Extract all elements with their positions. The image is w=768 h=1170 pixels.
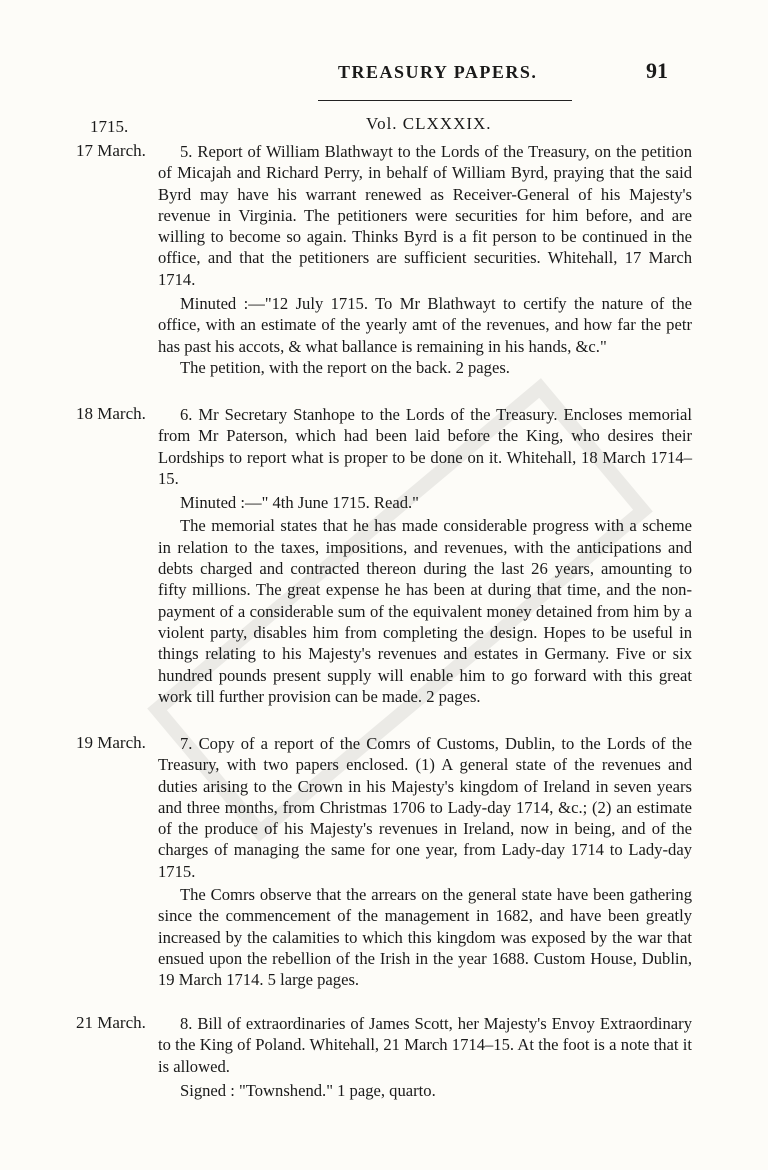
volume-label: Vol. CLXXXIX. bbox=[366, 114, 492, 133]
entry-date: 17 March. bbox=[76, 141, 146, 160]
signed-note: Signed : "Townshend." 1 page, quarto. bbox=[180, 1080, 436, 1100]
entry-date: 18 March. bbox=[76, 404, 146, 423]
entry-paragraph: 8. Bill of extraordinaries of James Scott, her Majesty's Envoy Extraordinary to the King of Poland. Whitehall, 21 March 1714–15. At the foot is a note that it is allowed. bbox=[158, 1014, 692, 1076]
running-head: TREASURY PAPERS. bbox=[338, 62, 538, 82]
minuted-note: Minuted :—" 4th June 1715. Read." bbox=[180, 493, 419, 513]
header-rule bbox=[318, 100, 572, 101]
entry-paragraph: 6. Mr Secretary Stanhope to the Lords of the Treasury. Encloses memorial from Mr Paterson, which had been laid before the King, who desires their Lordships to report what is proper to be done on it. Whitehall, 18 March 1714–15. bbox=[158, 405, 692, 488]
entry-date: 19 March. bbox=[76, 733, 146, 752]
entry-paragraph: 7. Copy of a report of the Comrs of Customs, Dublin, to the Lords of the Treasury, with two papers enclosed. (1) A general state of the revenues and duties arising to the Crown in his Majesty's kingdom of Ireland in seven years and three months, from Christmas 1706 to Lady-day 1714, &c.; (2) an estimate of the produce of his Majesty's revenues in Ireland, now in being, and of the charges of managing the same for one year, from Lady-day 1714 to Lady-day 1715. bbox=[158, 734, 692, 881]
entry-paragraph: The memorial states that he has made considerable progress with a scheme in relation to the taxes, impositions, and revenues, with the anticipations and debts charged and contracted thereon during the last 26 years, amounting to fifty millions. The great expense he has been at during that time, and the non-payment of a considerable sum of the equivalent money detained from him by a violent party, disables him from completing the design. Hopes to be useful in things relating to his Majesty's revenues and estates in Germany. Five or six hundred pounds present supply will enable him to go forward with this great work till further provision can be made. 2 pages. bbox=[158, 516, 692, 706]
entry-date: 21 March. bbox=[76, 1013, 146, 1032]
entry-paragraph: The Comrs observe that the arrears on the general state have been gathering since the commencement of the management in 1682, and have been greatly increased by the calamities to which this kingdom was exposed by the war that ensued upon the rebellion of the Irish in the year 1688. Custom House, Dublin, 19 March 1714. 5 large pages. bbox=[158, 885, 692, 990]
minuted-note: Minuted :—"12 July 1715. To Mr Blathwayt to certify the nature of the office, with an estimate of the yearly amt of the revenues, and how far the petr has past his accots, & what ballance is remaining in his hands, &c." bbox=[158, 294, 692, 356]
entry-body bbox=[158, 1013, 692, 1101]
entry-paragraph: 5. Report of William Blathwayt to the Lords of the Treasury, on the petition of Micajah and Richard Perry, in behalf of William Byrd, praying that the said Byrd may have his warrant renewed as Receiver-General of his Majesty's revenue in Virginia. The petitioners were securities for him before, and are willing to become so again. Thinks Byrd is a fit person to be continued in the office, and that the petitioners are sufficient securities. Whitehall, 17 March 1714. bbox=[158, 142, 692, 289]
entry-paragraph: The petition, with the report on the back. 2 pages. bbox=[180, 357, 510, 377]
page-number: 91 bbox=[646, 58, 668, 83]
entry-body bbox=[158, 141, 692, 378]
entry-body bbox=[158, 733, 692, 991]
entry-body bbox=[158, 404, 692, 707]
year-label: 1715. bbox=[90, 117, 129, 136]
